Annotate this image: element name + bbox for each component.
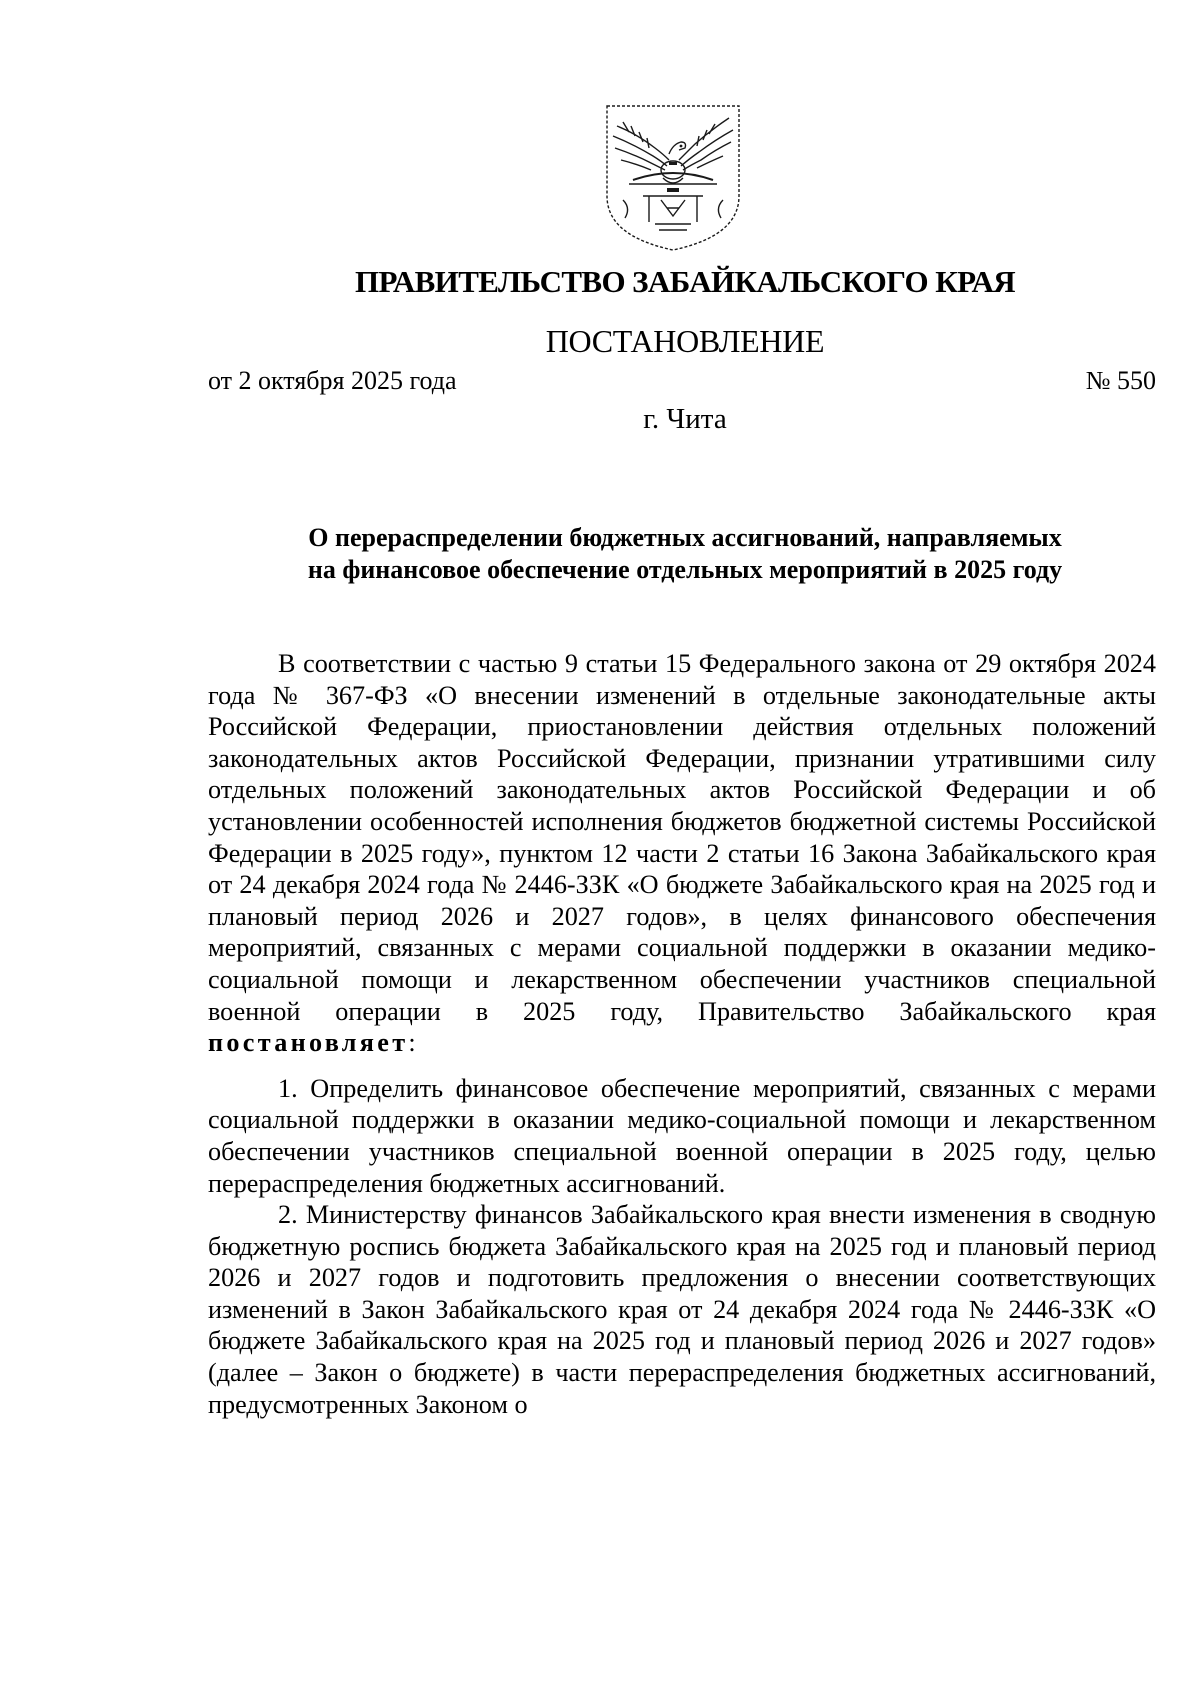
document-title-line-2: на финансовое обеспечение отдельных мероприятий в 2025 году	[307, 555, 1063, 584]
preamble-paragraph	[208, 648, 1156, 1059]
document-title-line-1: О перераспределении бюджетных ассигнований, направляемых	[308, 523, 1062, 552]
item-1-paragraph: 1. Определить финансовое обеспечение мероприятий, связанных с мерами социальной поддержки в оказании медико-социальной помощи и лекарственном обеспечении участников специальной военной операции в 2025 году, целью перераспределения бюджетных ассигнований.	[208, 1073, 1156, 1198]
document-title	[205, 522, 1165, 586]
document-body	[208, 648, 1156, 1420]
resolves-word: постановляет	[208, 1028, 409, 1058]
document-type: ПОСТАНОВЛЕНИЕ	[545, 323, 825, 359]
item-2-paragraph: 2. Министерству финансов Забайкальского края внести изменения в сводную бюджетную роспись бюджета Забайкальского края на 2025 год и плановый период 2026 и 2027 годов и подготовить предложения о внесении соответствующих изменений в Закон Забайкальского края от 24 декабря 2024 года № 2446-ЗЗК «О бюджете Забайкальского края на 2025 год и плановый период 2026 и 2027 годов» (далее – Закон о бюджете) в части перераспределения бюджетных ассигнований, предусмотренных Законом о	[208, 1200, 1156, 1419]
preamble-text: В соответствии с частью 9 статьи 15 Федерального закона от 29 октября 2024 года № 367-ФЗ «О внесении изменений в отдельные законодательные акты Российской Федерации, приостановлении действия отдельных положений законодательных актов Российской Федерации, признании утратившими силу отдельных положений законодательных актов Российской Федерации и об установлении особенностей исполнения бюджетов бюджетной системы Российской Федерации в 2025 году», пунктом 12 части 2 статьи 16 Закона Забайкальского края от 24 декабря 2024 года № 2446-ЗЗК «О бюджете Забайкальского края на 2025 год и плановый период 2026 и 2027 годов», в целях финансового обеспечения мероприятий, связанных с мерами социальной поддержки в оказании медико-социальной помощи и лекарственном обеспечении участников специальной военной операции в 2025 году, Правительство Забайкальского края	[208, 649, 1156, 1026]
coat-of-arms-emblem	[603, 104, 743, 252]
government-name: ПРАВИТЕЛЬСТВО ЗАБАЙКАЛЬСКОГО КРАЯ	[354, 264, 1016, 299]
resolves-colon: :	[408, 1028, 416, 1058]
document-city: г. Чита	[643, 403, 727, 435]
document-number: № 550	[1085, 366, 1156, 395]
document-date: от 2 октября 2025 года	[208, 366, 457, 395]
